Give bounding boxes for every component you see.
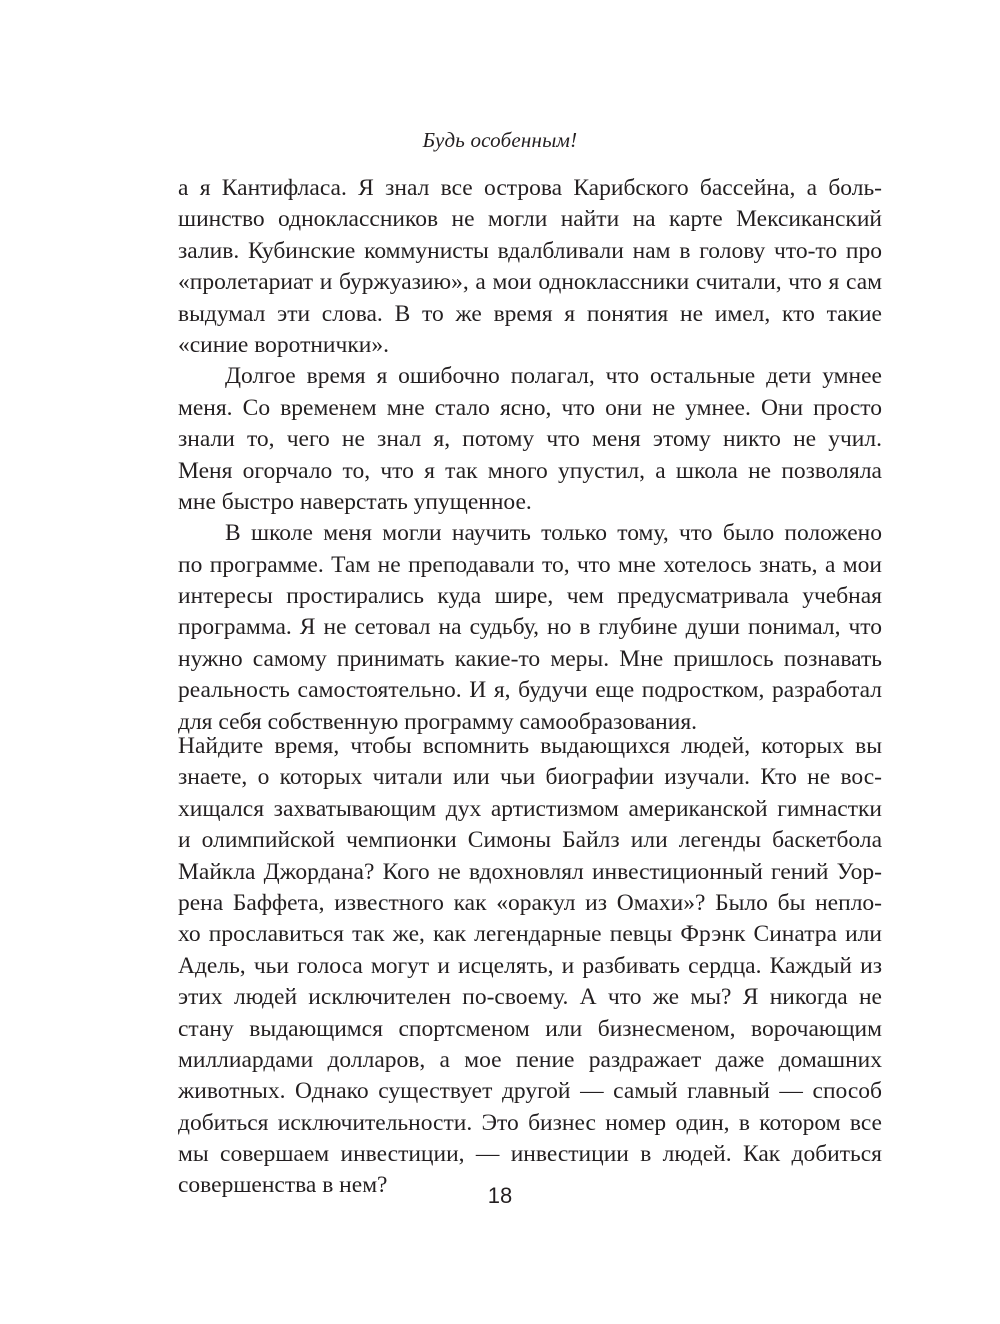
text-line: Адель, чьи голоса могут и исцелять, и разбивать сердца. Каждый из [178, 952, 882, 979]
text-line: хищался захватывающим дух артистизмом американской гимнастки [178, 795, 882, 822]
text-line: знаете, о которых читали или чьи биографии изучали. Кто не вос- [178, 764, 882, 791]
text-line: миллиардами долларов, а мое пение раздражает даже домашних [178, 1046, 882, 1073]
text-line: «синие воротнички». [178, 331, 389, 358]
text-line: знали то, чего не знал я, потому что меня этому никто не учил. [178, 426, 882, 453]
text-line: стану выдающимся спортсменом или бизнесменом, ворочающим [178, 1015, 882, 1042]
text-line: Майкла Джордана? Кого не вдохновлял инвестиционный гений Уор- [178, 858, 882, 885]
text-line: хо прославиться так же, как легендарные певцы Фрэнк Синатра или [178, 921, 882, 948]
text-line: нужно самому принимать какие-то меры. Мне пришлось познавать [178, 645, 882, 672]
text-line: мы совершаем инвестиции, — инвестиции в людей. Как добиться [178, 1141, 882, 1168]
text-line: добиться исключительности. Это бизнес номер один, в котором все [178, 1109, 882, 1136]
text-line: Меня огорчало то, что я так много упустил, а школа не позволяла [178, 457, 882, 484]
running-head: Будь особенным! [422, 128, 578, 152]
text-line: совершенства в нем? [178, 1172, 388, 1199]
text-line: выдумал эти слова. В то же время я понятия не имел, кто такие [178, 300, 882, 327]
text-line: Найдите время, чтобы вспомнить выдающихся людей, которых вы [178, 733, 882, 759]
text-line: и олимпийской чемпионки Симоны Байлз или легенды баскетбола [178, 827, 882, 854]
text-line: интересы простирались куда шире, чем предусматривала учебная [178, 583, 882, 610]
text-line: рена Баффета, известного как «оракул из Омахи»? Было бы непло- [178, 889, 882, 916]
text-line: животных. Однако существует другой — самый главный — способ [178, 1078, 882, 1105]
text-line: а я Кантифласа. Я знал все острова Карибского бассейна, а боль- [178, 175, 882, 201]
paragraph [178, 731, 882, 1202]
text-line: программа. Я не сетовал на судьбу, но в глубине души понимал, что [178, 614, 882, 641]
text-line: шинство одноклассников не могли найти на карте Мексиканский [178, 206, 882, 233]
paragraph [178, 518, 882, 738]
text-line: мне быстро наверстать упущенное. [178, 488, 532, 515]
text-line: залив. Кубинские коммунисты вдалбливали нам в голову что-то про [178, 237, 882, 264]
text-line: этих людей исключителен по-своему. А что же мы? Я никогда не [178, 984, 882, 1011]
page-number: 18 [487, 1183, 513, 1208]
text-line: по программе. Там не преподавали то, что мне хотелось знать, а мои [178, 551, 882, 578]
text-line: Долгое время я ошибочно полагал, что остальные дети умнее [225, 363, 882, 390]
text-line: меня. Со временем мне стало ясно, что они не умнее. Они просто [178, 394, 882, 421]
body-text-section-2 [178, 731, 882, 1202]
text-line: для себя собственную программу самообразования. [178, 708, 697, 735]
paragraph [178, 361, 882, 518]
text-line: «пролетариат и буржуазию», а мои одноклассники считали, что я сам [178, 269, 882, 296]
text-line: реальность самостоятельно. И я, будучи еще подростком, разработал [178, 677, 882, 704]
text-line: В школе меня могли научить только тому, что было положено [225, 520, 882, 547]
body-text-section-1 [178, 173, 882, 738]
paragraph [178, 173, 882, 361]
